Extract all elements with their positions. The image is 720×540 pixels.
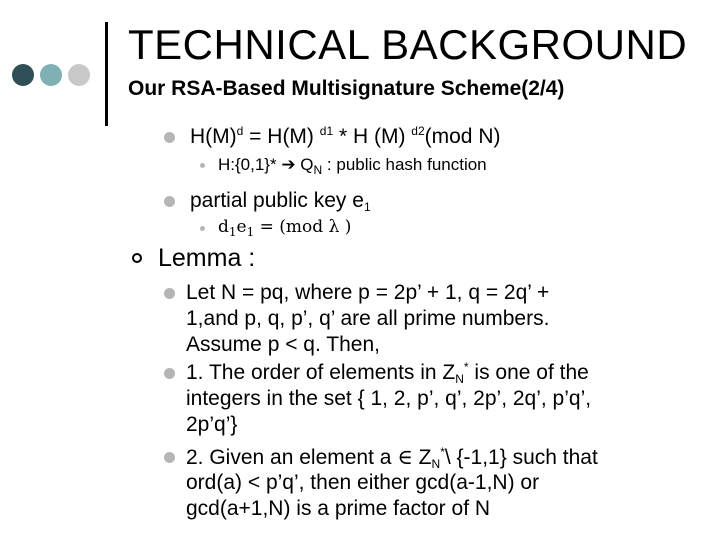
decor-dot-gray: [68, 64, 90, 86]
lemma-item-2-line-2: integers in the set { 1, 2, p’, q’, 2p’, 2q’, p’q’,: [186, 387, 592, 410]
lemma-item-2-line-1: 1. The order of elements in $Z_N^*$ is one of the: [186, 360, 589, 386]
private-key-note: $d_1e_1 = (mod$ λ ): [218, 217, 352, 239]
bullet-dot-icon: [164, 288, 175, 299]
bullet-dot-icon: [164, 452, 175, 463]
lemma-item-1-line-2: 1,and p, q, p’, q’ are all prime numbers.: [186, 307, 550, 330]
lemma-item-1-line-1: Let N = pq, where p = 2p’ + 1, q = 2q’ +: [186, 281, 550, 304]
bullet-dot-icon: [164, 132, 175, 143]
sub-bullet-icon: [200, 163, 205, 168]
lemma-item-1-line-3: Assume p < q. Then,: [186, 333, 380, 356]
hash-function-note: H:{0,1}* ➔ $Q_N$ : public hash function: [218, 155, 487, 177]
lemma-item-3-line-1: 2. Given an element a ∈ $Z_N^*\backslash$ {-1,1} such that: [186, 445, 598, 471]
public-key-line: partial public key $e_1$: [190, 189, 371, 214]
lemma-item-3-line-2: ord(a) < p’q’, then either gcd(a-1,N) or: [186, 471, 540, 494]
equation-line: $H(M)^d = H(M)$ $^{d1}$ * H (M) $^{d2}$(mod N): [190, 124, 501, 148]
bullet-dot-icon: [164, 368, 175, 379]
bullet-dot-icon: [164, 196, 175, 207]
title-divider: [105, 22, 108, 126]
decor-dot-teal: [40, 64, 62, 86]
lemma-label: Lemma :: [158, 244, 256, 272]
arrow-icon: ➔: [281, 155, 296, 174]
lemma-item-2-line-3: 2p’q’}: [186, 413, 238, 436]
decor-dot-dark: [12, 64, 34, 86]
sub-bullet-icon: [200, 226, 205, 231]
slide-title: TECHNICAL BACKGROUND: [128, 21, 688, 68]
ring-bullet-icon: [132, 253, 142, 263]
lemma-item-3-line-3: gcd(a+1,N) is a prime factor of N: [186, 497, 491, 520]
slide-subtitle: Our RSA-Based Multisignature Scheme(2/4): [128, 77, 565, 100]
